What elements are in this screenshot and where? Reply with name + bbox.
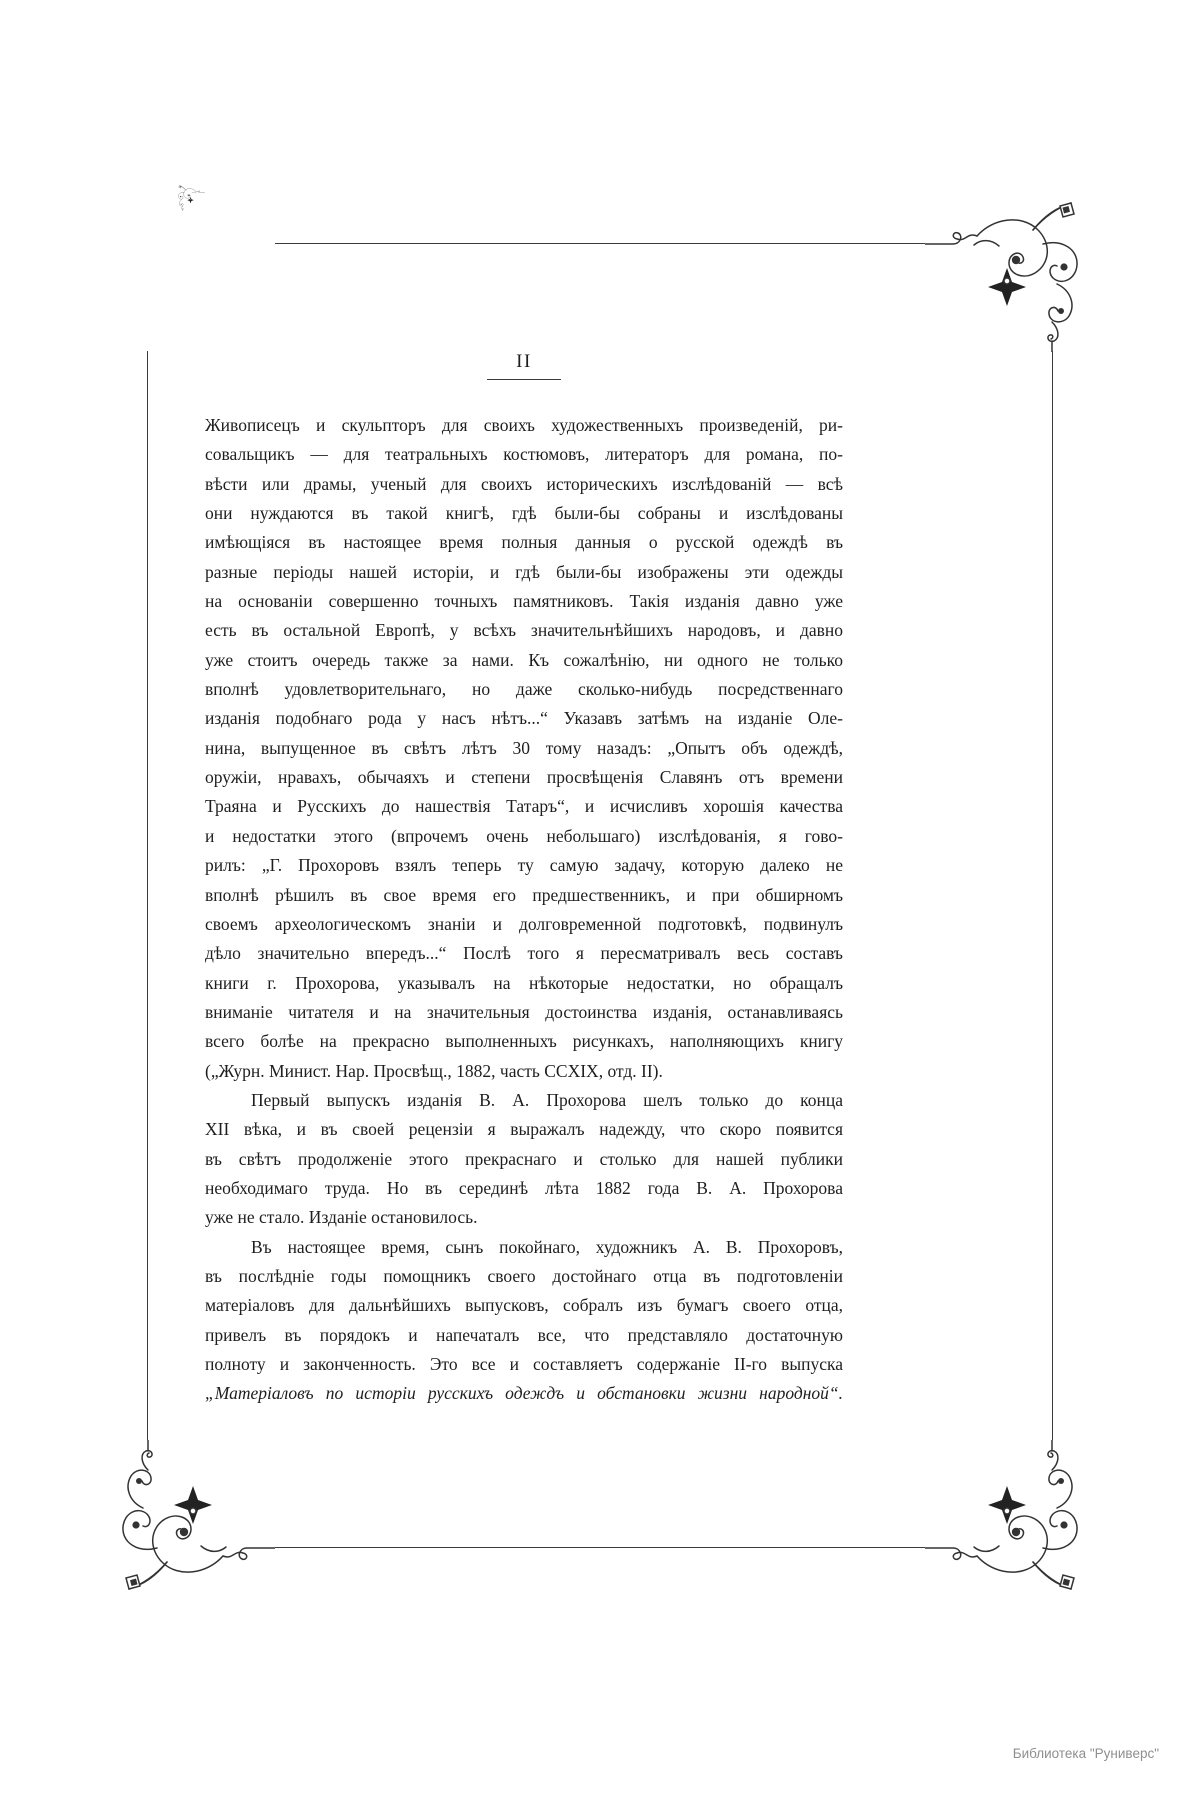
text-line: вполнѣ удовлетворительнаго, но даже сколько-нибудь посредственнаго [205,679,843,700]
page-number-rule [487,379,561,380]
text-line: необходимаго труда. Но въ серединѣ лѣта 1882 года В. А. Прохорова [205,1177,843,1198]
text-line: рилъ: „Г. Прохоровъ взялъ теперь ту самую задачу, которую далеко не [205,855,843,876]
text-line: въ послѣдніе годы помощникъ своего достойнаго отца въ подготовленіи [205,1265,843,1286]
text-line: своемъ археологическомъ знаніи и долговременной подготовкѣ, подвинулъ [205,913,843,934]
text-line: въ свѣтъ продолженіе этого прекраснаго и столько для нашей публики [205,1148,843,1169]
text-line: оружіи, нравахъ, обычаяхъ и степени просвѣщенія Славянъ отъ времени [205,767,843,788]
text-line: („Журн. Минист. Нар. Просвѣщ., 1882, часть CCXIX, отд. II). [205,1060,663,1081]
text-line: книги г. Прохорова, указывалъ на нѣкоторые недостатки, но обращалъ [205,972,843,993]
text-line: уже не стало. Изданіе остановилось. [205,1207,478,1228]
text-line: „Матеріаловъ по исторіи русскихъ одеждъ и обстановки жизни народной“. [205,1383,843,1404]
page-header [205,352,843,380]
frame-rule-bottom [275,1547,925,1548]
body-text [205,411,843,1409]
text-line: изданія подобнаго рода у насъ нѣтъ...“ Указавъ затѣмъ на изданіе Оле- [205,708,843,729]
text-line: Въ настоящее время, сынъ покойнаго, художникъ А. В. Прохоровъ, [251,1236,843,1257]
text-line: Живописецъ и скульпторъ для своихъ художественныхъ произведеній, ри- [205,415,843,435]
corner-flourish-top-left-icon [105,182,275,211]
frame-rule-left [147,351,148,1440]
corner-flourish-top-right-icon [925,182,1095,352]
text-line: нина, выпущенное въ свѣтъ лѣтъ 30 тому назадъ: „Опытъ объ одеждѣ, [205,737,843,758]
text-line: на основаніи совершенно точныхъ памятниковъ. Такія изданія давно уже [205,591,843,612]
text-line: полноту и законченность. Это все и составляетъ содержаніе II-го выпуска [205,1354,843,1374]
text-line: привелъ въ порядокъ и напечаталъ все, что представляло достаточную [205,1324,843,1345]
text-line: дѣло значительно впередъ...“ Послѣ того я пересматривалъ весь составъ [205,943,843,964]
library-watermark: Библиотека "Руниверс" [1012,1746,1159,1761]
text-line: вниманіе читателя и на значительныя достоинства изданія, останавливаясь [205,1001,843,1022]
text-line: матеріаловъ для дальнѣйшихъ выпусковъ, собралъ изъ бумагъ своего отца, [205,1295,843,1316]
text-line: вѣсти или драмы, ученый для своихъ историческихъ изслѣдованій — всѣ [205,473,843,494]
frame-rule-right [1052,351,1053,1440]
text-line: и недостатки этого (впрочемъ очень небольшаго) изслѣдованія, я гово- [205,825,843,846]
corner-flourish-bottom-left-icon [105,1440,275,1610]
text-line: совальщикъ — для театральныхъ костюмовъ, литераторъ для романа, по- [205,444,843,465]
text-line: имѣющіяся въ настоящее время полныя данныя о русской одеждѣ въ [205,532,843,553]
page-number: II [516,351,532,372]
text-line: XII вѣка, и въ своей рецензіи я выражалъ надежду, что скоро появится [205,1119,843,1140]
text-line: уже стоитъ очередь также за нами. Къ сожалѣнію, ни одного не только [205,649,843,670]
text-line: разные періоды нашей исторіи, и гдѣ были-бы изображены эти одежды [205,561,843,582]
text-line: они нуждаются въ такой книгѣ, гдѣ были-бы собраны и изслѣдованы [205,503,843,524]
text-line: есть въ остальной Европѣ, у всѣхъ значительнѣйшихъ народовъ, и давно [205,620,843,641]
text-line: Первый выпускъ изданія В. А. Прохорова шелъ только до конца [251,1089,843,1110]
corner-flourish-bottom-right-icon [925,1440,1095,1610]
text-line: Траяна и Русскихъ до нашествія Татаръ“, и исчисливъ хорошія качества [205,796,843,817]
text-line: вполнѣ рѣшилъ въ свое время его предшественникъ, и при обширномъ [205,884,843,905]
text-line: всего болѣе на прекрасно выполненныхъ рисункахъ, наполняющихъ книгу [205,1031,843,1052]
frame-rule-top [275,243,925,244]
